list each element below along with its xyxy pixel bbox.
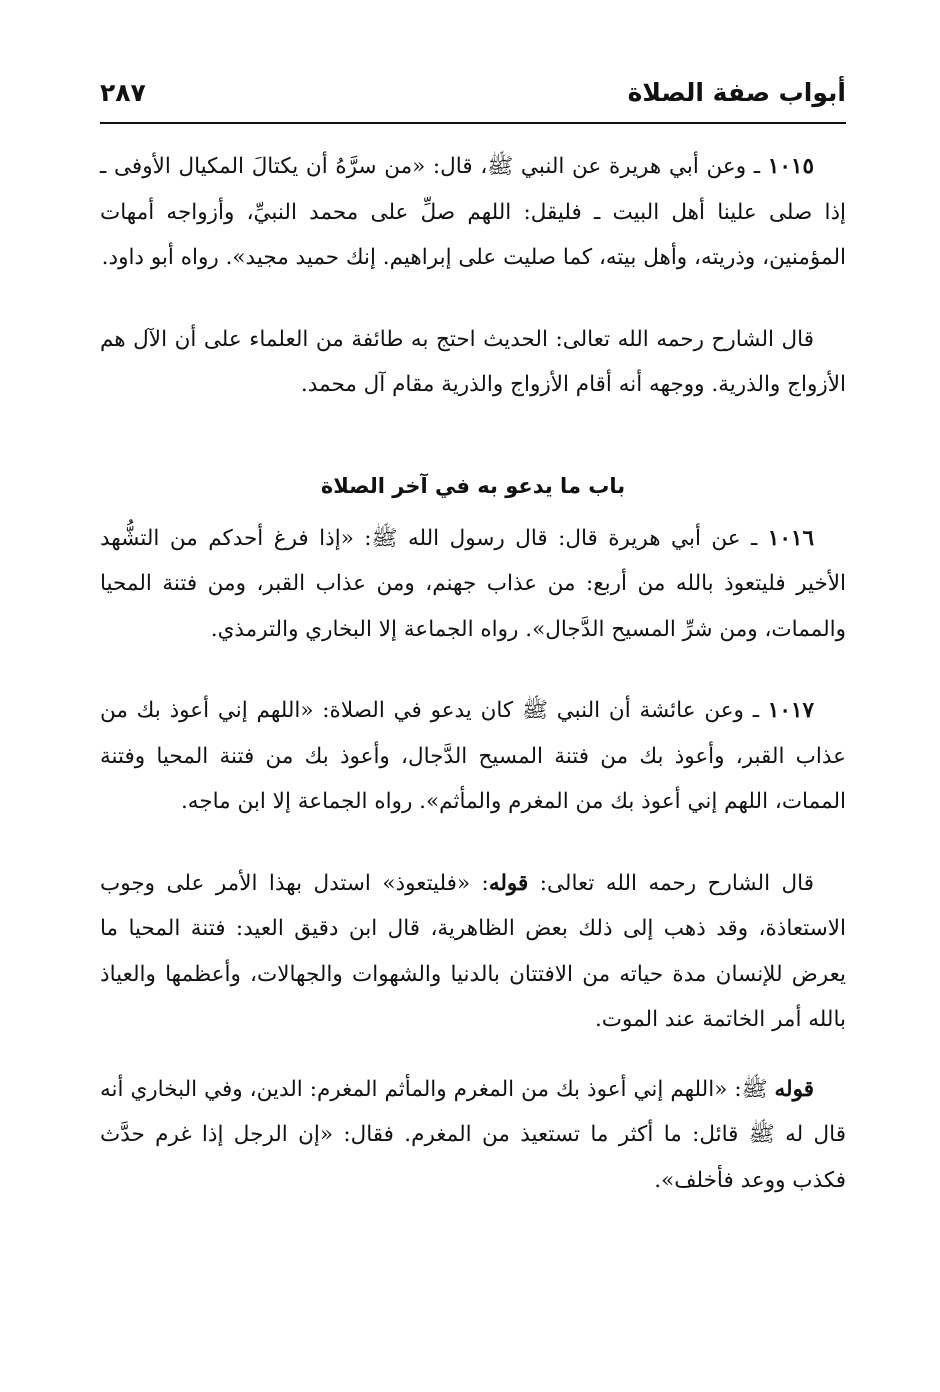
commentary-paragraph: [100, 317, 846, 408]
commentary-text: قال الشارح رحمه الله تعالى: الحديث احتج به طائفة من العلماء على أن الآل هم الأزواج والذرية. ووجهه أنه أقام الأزواج والذرية مقام آل محمد.: [100, 326, 846, 397]
commentary-intro: قال الشارح رحمه الله تعالى:: [528, 870, 814, 896]
hadith-1015: [100, 144, 846, 281]
commentary-paragraph: [100, 1067, 846, 1204]
chapter-heading: باب ما يدعو به في آخر الصلاة: [320, 473, 626, 498]
hadith-number: ١٠١٦: [767, 525, 814, 551]
hadith-1017: [100, 688, 846, 825]
page-header: [100, 78, 846, 124]
hadith-number: ١٠١٧: [767, 698, 814, 723]
hadith-text: ـ وعن عائشة أن النبي ﷺ كان يدعو في الصلاة: «اللهم إني أعوذ بك من عذاب القبر، وأعوذ بك من فتنة المسيح الدَّجال، وأعوذ بك من فتنة المحيا وفتنة الممات، اللهم إني أعوذ بك من المغرم والمأثم». رواه الجماعة إلا ابن ماجه.: [100, 698, 846, 814]
qawluhu-label: قوله: [774, 1076, 814, 1102]
qawluhu-label: قوله: [488, 870, 529, 896]
hadith-text: ـ وعن أبي هريرة عن النبي ﷺ، قال: «من سرَّهُ أن يكتالَ المكيال الأوفى ـ إذا صلى علينا أهل البيت ـ فليقل: اللهم صلِّ على محمد النبيِّ، وأزواجه أمهات المؤمنين، وذريته، وأهل بيته، كما صليت على إبراهيم. إنك حميد مجيد». رواه أبو داود.: [100, 154, 846, 270]
commentary-text: : «فليتعوذ» استدل بهذا الأمر على وجوب الاستعاذة، وقد ذهب إلى ذلك بعض الظاهرية، قال ابن دقيق العيد: فتنة المحيا ما يعرض للإنسان مدة حياته من الافتتان بالدنيا والشهوات والجهالات، وأعظمها والعياذ بالله أمر الخاتمة عند الموت.: [100, 870, 846, 1032]
hadith-1016: [100, 516, 846, 653]
document-page: [100, 78, 846, 1203]
page-number: ٢٨٧: [100, 78, 146, 107]
running-title: أبواب صفة الصلاة: [627, 78, 846, 107]
commentary-paragraph: [100, 861, 846, 1043]
hadith-number: ١٠١٥: [767, 154, 814, 179]
hadith-text: ـ عن أبي هريرة قال: قال رسول الله ﷺ: «إذا فرغ أحدكم من التشُّهد الأخير فليتعوذ بالله من أربع: من عذاب جهنم، ومن عذاب القبر، ومن فتنة المحيا والممات، ومن شرِّ المسيح الدَّجال». رواه الجماعة إلا البخاري والترمذي.: [100, 525, 846, 642]
commentary-text: ﷺ: «اللهم إني أعوذ بك من المغرم والمأثم المغرم: الدين، وفي البخاري أنه قال له ﷺ قائل: ما أكثر ما تستعيذ من المغرم. فقال: «إن الرجل إذا غرم حدَّث فكذب ووعد فأخلف».: [100, 1076, 846, 1193]
